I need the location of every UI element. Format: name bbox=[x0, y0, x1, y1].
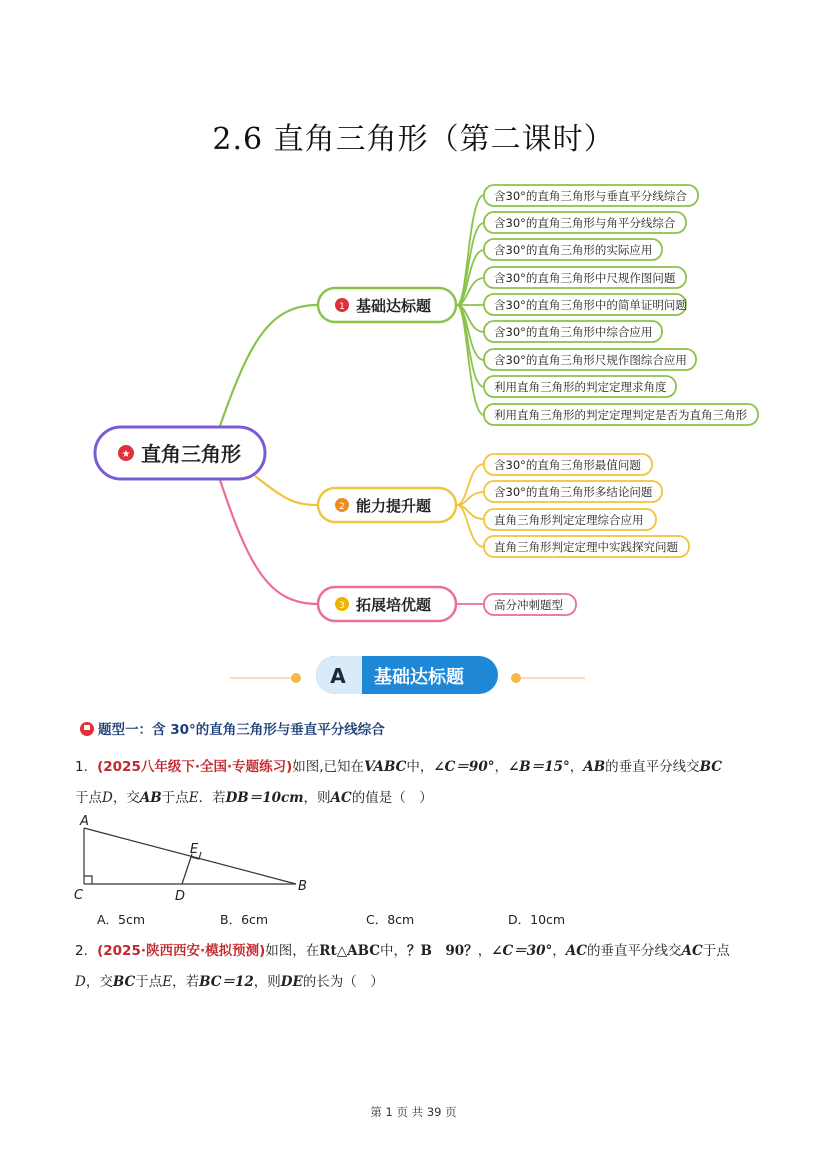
leaf-1-6: 含30°的直角三角形中综合应用 bbox=[494, 325, 653, 339]
leaf-1-9: 利用直角三角形的判定定理判定是否为直角三角形 bbox=[494, 408, 747, 422]
fig-label-e: E bbox=[190, 842, 199, 857]
leaf-2-3: 直角三角形判定定理综合应用 bbox=[494, 513, 644, 527]
connector-branch-1 bbox=[220, 305, 318, 426]
mind-map bbox=[0, 170, 827, 630]
topic-heading bbox=[80, 718, 385, 738]
branch-label-3: 拓展培优题 bbox=[356, 596, 432, 614]
title-text: 直角三角形（第二课时） bbox=[273, 122, 615, 157]
q1-source: (2025八年级下·全国·专题练习) bbox=[97, 759, 293, 775]
question-2: 2．(2025·陕西西安·模拟预测)如图，在Rt△ABC中，？B 90？，∠C＝30°，AC的垂直平分线交AC于点 D，交BC于点E，若BC＝12，则DE的长为（ ） bbox=[75, 943, 730, 990]
branch-3-leaves bbox=[484, 594, 576, 615]
section-label: 基础达标题 bbox=[374, 667, 464, 688]
connector-branch-3 bbox=[220, 480, 318, 604]
leaf-1-4: 含30°的直角三角形中尺规作图问题 bbox=[494, 271, 676, 285]
branch-node-2 bbox=[318, 488, 456, 522]
section-letter: A bbox=[330, 664, 346, 688]
connector-branch-2 bbox=[255, 476, 318, 505]
branch-2-connectors bbox=[457, 464, 484, 547]
fig-label-a: A bbox=[80, 814, 89, 829]
fig-label-d: D bbox=[175, 889, 186, 904]
topic-label: 题型一：含 30°的直角三角形与垂直平分线综合 bbox=[98, 722, 385, 738]
section-header bbox=[220, 652, 600, 698]
q1-figure bbox=[70, 812, 320, 904]
leaf-1-8: 利用直角三角形的判定定理求角度 bbox=[494, 380, 667, 394]
leaf-2-2: 含30°的直角三角形多结论问题 bbox=[494, 485, 653, 499]
leaf-2-4: 直角三角形判定定理中实践探究问题 bbox=[494, 540, 678, 554]
leaf-3-1: 高分冲刺题型 bbox=[494, 598, 563, 612]
svg-text:2: 2 bbox=[339, 502, 345, 512]
branch-node-1 bbox=[318, 288, 456, 322]
leaf-1-3: 含30°的直角三角形的实际应用 bbox=[494, 243, 653, 257]
q1-option-d[interactable]: D．10cm bbox=[508, 912, 566, 927]
leaf-1-5: 含30°的直角三角形中的简单证明问题 bbox=[494, 298, 687, 312]
root-label: 直角三角形 bbox=[141, 442, 241, 466]
svg-text:3: 3 bbox=[339, 601, 345, 611]
svg-text:★: ★ bbox=[121, 449, 131, 460]
title-number: 2.6 bbox=[212, 122, 264, 157]
page-footer: 第 1 页 共 39 页 bbox=[370, 1105, 457, 1119]
branch-2-leaves bbox=[484, 454, 689, 557]
q1-option-c[interactable]: C．8cm bbox=[366, 912, 415, 927]
leaf-1-2: 含30°的直角三角形与角平分线综合 bbox=[494, 216, 676, 230]
branch-node-3 bbox=[318, 587, 456, 621]
fig-label-b: B bbox=[298, 879, 307, 894]
branch-label-1: 基础达标题 bbox=[356, 297, 432, 315]
fig-label-c: C bbox=[74, 888, 84, 903]
page-title bbox=[0, 114, 827, 158]
root-node bbox=[95, 427, 265, 479]
flag-icon bbox=[80, 722, 94, 736]
branch-label-2: 能力提升题 bbox=[356, 497, 432, 515]
q1-option-a[interactable]: A．5cm bbox=[97, 912, 146, 927]
leaf-2-1: 含30°的直角三角形最值问题 bbox=[494, 458, 641, 472]
branch-1-connectors bbox=[457, 195, 484, 415]
branch-1-leaves bbox=[484, 185, 758, 425]
q2-source: (2025·陕西西安·模拟预测) bbox=[97, 943, 266, 959]
leaf-1-1: 含30°的直角三角形与垂直平分线综合 bbox=[494, 189, 687, 203]
q1-option-b[interactable]: B．6cm bbox=[220, 912, 269, 927]
question-1: 1．(2025八年级下·全国·专题练习)如图,已知在VABC中，∠C＝90°，∠B＝15°，AB的垂直平分线交BC 于点D，交AB于点E．若DB＝10cm，则AC的值是（ ） bbox=[75, 759, 723, 806]
leaf-1-7: 含30°的直角三角形尺规作图综合应用 bbox=[494, 353, 687, 367]
svg-text:1: 1 bbox=[339, 302, 345, 312]
